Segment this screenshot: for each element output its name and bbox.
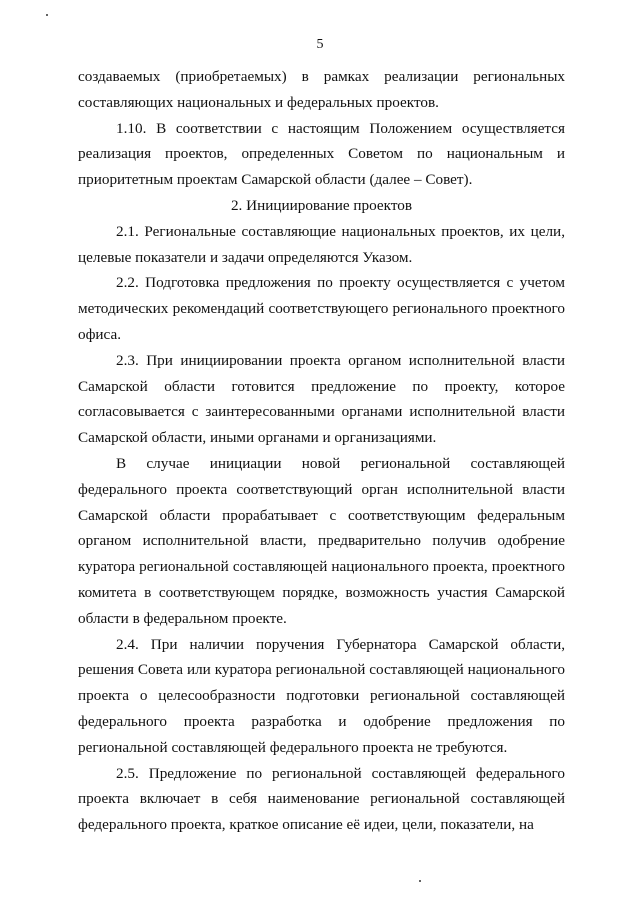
paragraph: 2.4. При наличии поручения Губернатора Самарской области, решения Совета или куратора региональной составляющей национального проекта о целесообразности подготовки региональной составляющей федерального проекта разработка и одобрение предложения по региональной составляющей федерального проекта не требуются.: [78, 635, 565, 756]
document-body: [78, 64, 565, 838]
paragraph: 2.5. Предложение по региональной составляющей федерального проекта включает в себя наименование региональной составляющей федерального проекта, краткое описание её идеи, цели, показатели, на: [78, 764, 565, 834]
scan-speck: [419, 880, 421, 882]
scan-speck: [46, 14, 48, 16]
section-heading: 2. Инициирование проектов: [230, 196, 413, 214]
page-number: 5: [316, 37, 324, 52]
paragraph: 2.3. При инициировании проекта органом исполнительной власти Самарской области готовится предложение по проекту, которое согласовывается с заинтересованными органами исполнительной власти Самарской области, иными органами и организациями.: [78, 351, 565, 447]
paragraph: создаваемых (приобретаемых) в рамках реализации региональных составляющих национальных и федеральных проектов.: [78, 68, 565, 111]
paragraph: В случае инициации новой региональной составляющей федерального проекта соответствующий орган исполнительной власти Самарской области прорабатывает с соответствующим федеральным органом исполнительной власти, предварительно получив одобрение куратора региональной составляющей национального проекта, проектного комитета в соответствующем порядке, возможность участия Самарской области в федеральном проекте.: [78, 454, 565, 627]
paragraph: 1.10. В соответствии с настоящим Положением осуществляется реализация проектов, определенных Советом по национальным и приоритетным проектам Самарской области (далее – Совет).: [78, 119, 565, 189]
paragraph: 2.2. Подготовка предложения по проекту осуществляется с учетом методических рекомендаций соответствующего регионального проектного офиса.: [78, 274, 565, 343]
paragraph: 2.1. Региональные составляющие национальных проектов, их цели, целевые показатели и задачи определяются Указом.: [78, 222, 565, 266]
